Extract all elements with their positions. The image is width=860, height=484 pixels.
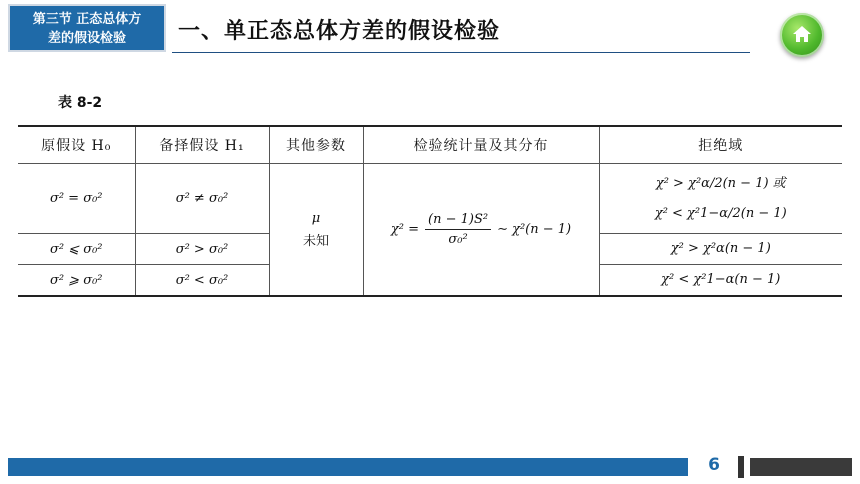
statistic-fraction	[425, 212, 491, 247]
statistic-denominator: σ₀²	[448, 232, 468, 247]
header-other-params: 其他参数	[269, 126, 363, 164]
home-button[interactable]	[780, 13, 824, 57]
statistic-lhs: χ² =	[390, 222, 419, 237]
table-row	[18, 164, 842, 234]
cell-h0: σ² = σ₀²	[18, 164, 135, 234]
page-number: 6	[708, 455, 720, 475]
cell-h1: σ² > σ₀²	[135, 234, 269, 265]
table-header-row	[18, 126, 842, 164]
region-line: χ² < χ²1−α(n − 1)	[661, 272, 781, 287]
statistic-numerator: (n − 1)S²	[425, 212, 491, 230]
hypothesis-table	[18, 125, 842, 297]
region-line: χ² < χ²1−α/2(n − 1)	[654, 205, 787, 221]
header-rejection-region: 拒绝域	[599, 126, 842, 164]
cell-h1: σ² < σ₀²	[135, 265, 269, 297]
cell-test-statistic	[363, 164, 599, 297]
cell-other-params	[269, 164, 363, 297]
footer-separator	[738, 456, 744, 478]
section-label-line1: 第三节 正态总体方	[32, 12, 142, 27]
cell-h0: σ² ⩽ σ₀²	[18, 234, 135, 265]
other-param-text: 未知	[302, 233, 329, 249]
other-param-symbol: μ	[311, 210, 321, 226]
test-statistic-formula	[391, 212, 571, 247]
cell-rejection-region	[599, 265, 842, 297]
header-alternative-hypothesis: 备择假设 H₁	[135, 126, 269, 164]
home-icon	[791, 23, 813, 45]
region-line: χ² > χ²α/2(n − 1) 或	[655, 175, 786, 191]
table-caption: 表 8-2	[58, 95, 103, 111]
region-line: χ² > χ²α(n − 1)	[670, 241, 771, 256]
footer-bar	[8, 458, 688, 476]
section-label-line2: 差的假设检验	[47, 31, 126, 46]
header-test-statistic: 检验统计量及其分布	[363, 126, 599, 164]
footer-bar-right	[750, 458, 852, 476]
cell-rejection-region	[599, 234, 842, 265]
statistic-rhs: ∼ χ²(n − 1)	[497, 222, 572, 237]
page-title: 一、单正态总体方差的假设检验	[178, 19, 501, 44]
cell-rejection-region	[599, 164, 842, 234]
cell-h0: σ² ⩾ σ₀²	[18, 265, 135, 297]
title-underline	[172, 52, 750, 53]
section-badge	[8, 4, 166, 52]
header-null-hypothesis: 原假设 H₀	[18, 126, 135, 164]
cell-h1: σ² ≠ σ₀²	[135, 164, 269, 234]
